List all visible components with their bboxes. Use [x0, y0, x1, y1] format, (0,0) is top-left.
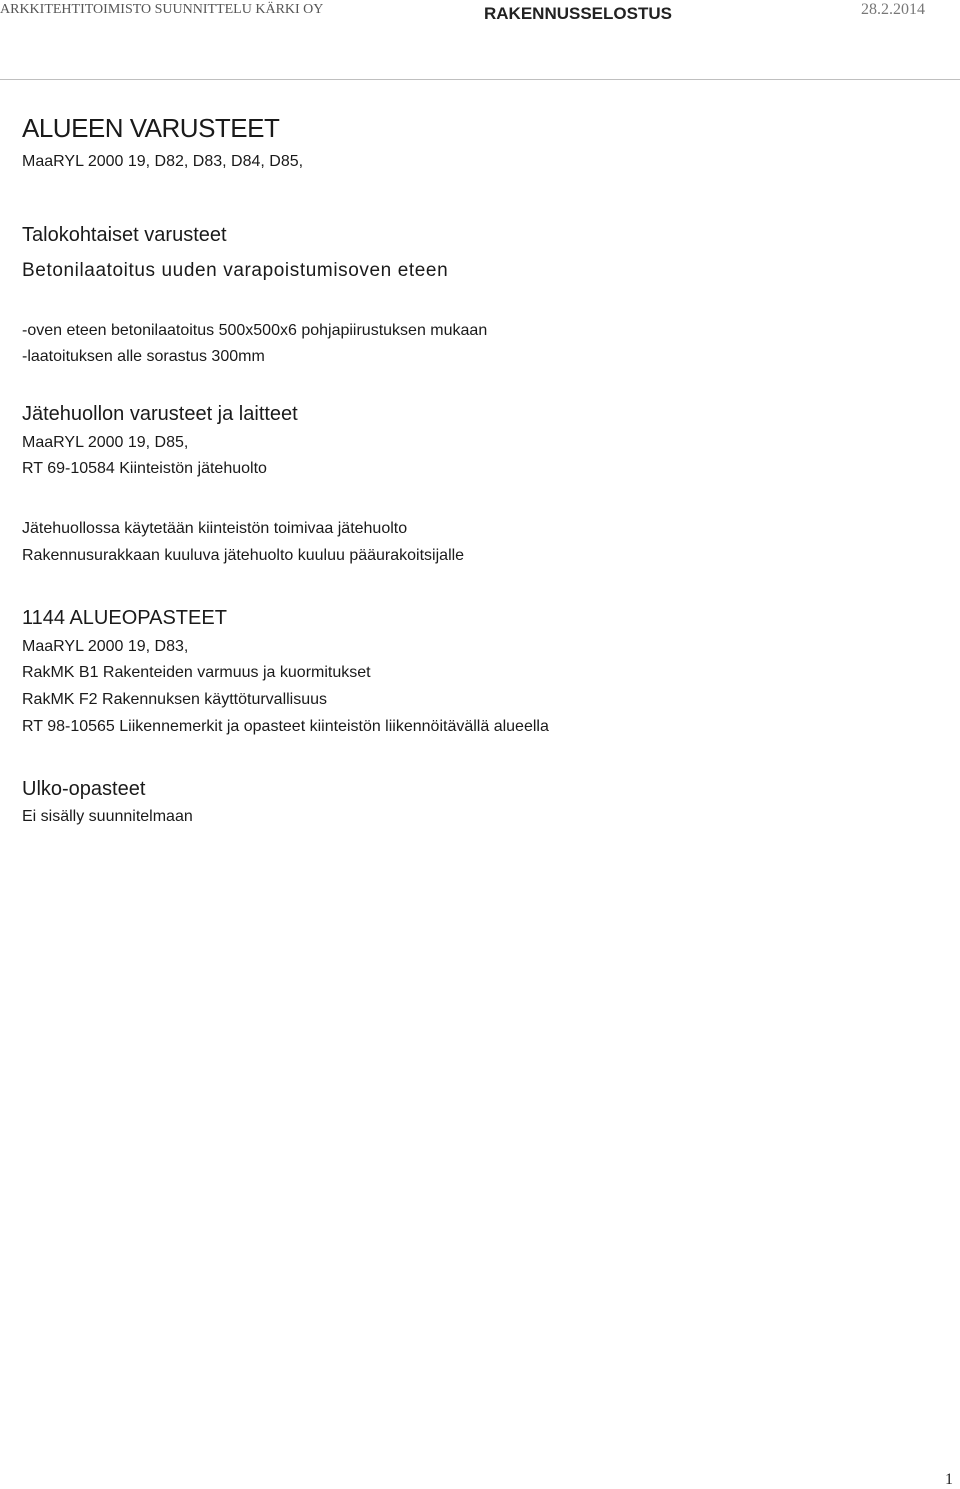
company-name: ARKKITEHTITOIMISTO SUUNNITTELU KÄRKI OY — [0, 2, 324, 17]
subsection-heading-jatehuolto: Jätehuollon varusteet ja laitteet — [22, 403, 298, 425]
document-date: 28.2.2014 — [861, 1, 925, 18]
section-title: ALUEEN VARUSTEET — [22, 113, 280, 143]
reference-line: RakMK B1 Rakenteiden varmuus ja kuormitukset — [22, 664, 371, 681]
body-line: Ei sisälly suunnitelmaan — [22, 808, 193, 825]
reference-line: RakMK F2 Rakennuksen käyttöturvallisuus — [22, 691, 328, 708]
subsection-heading-ulko-opasteet: Ulko-opasteet — [22, 778, 146, 800]
reference-line: MaaRYL 2000 19, D83, — [22, 638, 189, 655]
page-header — [0, 0, 960, 30]
body-line: -laatoituksen alle sorastus 300mm — [22, 348, 265, 365]
subsection-heading-talokohtaiset: Talokohtaiset varusteet — [22, 224, 227, 246]
reference-line: RT 69-10584 Kiinteistön jätehuolto — [22, 460, 267, 477]
body-line: Jätehuollossa käytetään kiinteistön toimivaa jätehuolto — [22, 520, 408, 537]
body-line: -oven eteen betonilaatoitus 500x500x6 pohjapiirustuksen mukaan — [22, 322, 488, 339]
document-title: RAKENNUSSELOSTUS — [484, 4, 672, 23]
page-number: 1 — [945, 1471, 953, 1488]
section-reference: MaaRYL 2000 19, D82, D83, D84, D85, — [22, 153, 304, 170]
reference-line: RT 98-10565 Liikennemerkit ja opasteet kiinteistön liikennöitävällä alueella — [22, 718, 549, 735]
header-divider — [0, 79, 960, 80]
reference-line: MaaRYL 2000 19, D85, — [22, 434, 189, 451]
item-heading-betonilaatoitus: Betonilaatoitus uuden varapoistumisoven eteen — [22, 260, 449, 281]
subsection-heading-alueopasteet: 1144 ALUEOPASTEET — [22, 607, 227, 629]
body-line: Rakennusurakkaan kuuluva jätehuolto kuuluu pääurakoitsijalle — [22, 547, 465, 564]
